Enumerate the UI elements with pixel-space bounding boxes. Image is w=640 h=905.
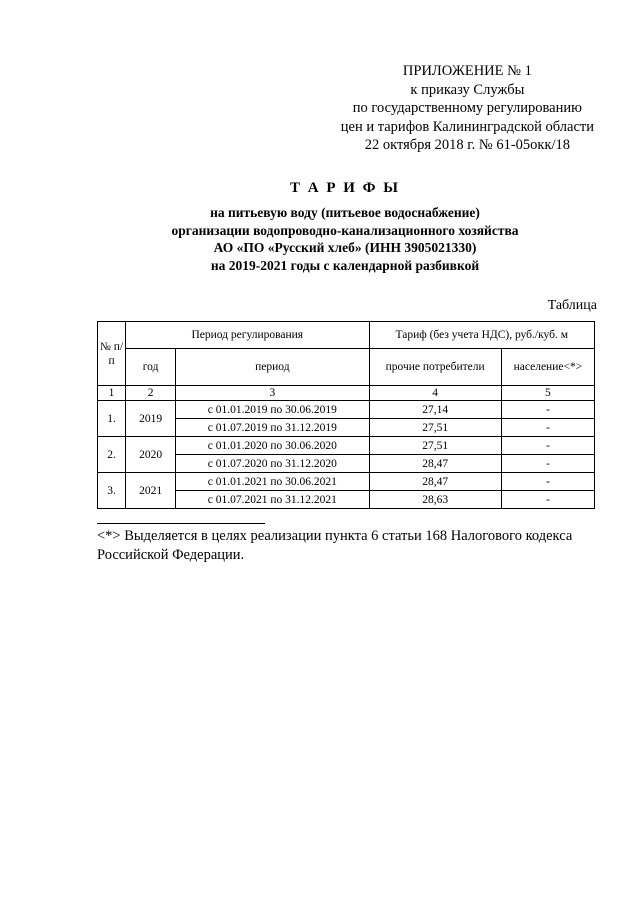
document-subtitle (0, 204, 640, 274)
row-other-tariff: 28,47 (369, 455, 501, 473)
header-population: население<*> (501, 349, 594, 386)
appendix-order-date: 22 октября 2018 г. № 61-05окк/18 (364, 137, 571, 153)
header-tariff: Тариф (без учета НДС), руб./куб. м (369, 322, 594, 349)
row-population-tariff: - (501, 401, 594, 419)
row-other-tariff: 27,14 (369, 401, 501, 419)
footnote: <*> Выделяется в целях реализации пункта 6 статьи 168 Налогового кодекса Российской Федерации. (97, 528, 573, 563)
row-population-tariff: - (501, 455, 594, 473)
column-number: 5 (501, 386, 594, 401)
column-number: 2 (126, 386, 176, 401)
row-population-tariff: - (501, 473, 594, 491)
tariff-table (97, 321, 595, 509)
appendix-line: по государственному регулированию (352, 100, 582, 116)
column-number: 4 (369, 386, 501, 401)
footnote-divider (97, 523, 265, 524)
row-number: 2. (98, 437, 126, 473)
appendix-block (341, 62, 594, 155)
table-row (98, 473, 595, 491)
table-row (98, 401, 595, 419)
row-period: с 01.07.2019 по 31.12.2019 (176, 419, 369, 437)
row-other-tariff: 28,47 (369, 473, 501, 491)
header-period: период (176, 349, 369, 386)
subtitle-line: на питьевую воду (питьевое водоснабжение) (210, 205, 480, 220)
row-period: с 01.01.2019 по 30.06.2019 (176, 401, 369, 419)
table-row (98, 437, 595, 455)
row-number: 3. (98, 473, 126, 509)
header-num: № п/п (98, 322, 126, 386)
row-period: с 01.07.2020 по 31.12.2020 (176, 455, 369, 473)
row-other-tariff: 27,51 (369, 437, 501, 455)
header-regulation-period: Период регулирования (126, 322, 369, 349)
row-other-tariff: 27,51 (369, 419, 501, 437)
appendix-line: к приказу Службы (410, 81, 525, 98)
row-other-tariff: 28,63 (369, 491, 501, 509)
row-year: 2020 (126, 437, 176, 473)
row-population-tariff: - (501, 491, 594, 509)
subtitle-line: АО «ПО «Русский хлеб» (ИНН 3905021330) (213, 240, 477, 255)
row-population-tariff: - (501, 419, 594, 437)
column-number: 1 (98, 386, 126, 401)
column-number: 3 (176, 386, 369, 401)
row-period: с 01.07.2021 по 31.12.2021 (176, 491, 369, 509)
table-caption: Таблица (547, 298, 597, 313)
subtitle-line: на 2019-2021 годы с календарной разбивкой (210, 257, 480, 273)
row-period: с 01.01.2020 по 30.06.2020 (176, 437, 369, 455)
row-number: 1. (98, 401, 126, 437)
row-population-tariff: - (501, 437, 594, 455)
document-title: Т А Р И Ф Ы (289, 180, 401, 196)
appendix-line: цен и тарифов Калининградской области (340, 118, 594, 135)
row-year: 2019 (126, 401, 176, 437)
header-year: год (126, 349, 176, 386)
subtitle-line: организации водопроводно-канализационного хозяйства (171, 222, 519, 238)
row-year: 2021 (126, 473, 176, 509)
row-period: с 01.01.2021 по 30.06.2021 (176, 473, 369, 491)
header-other-consumers: прочие потребители (369, 349, 501, 386)
appendix-title: ПРИЛОЖЕНИЕ № 1 (402, 63, 532, 79)
